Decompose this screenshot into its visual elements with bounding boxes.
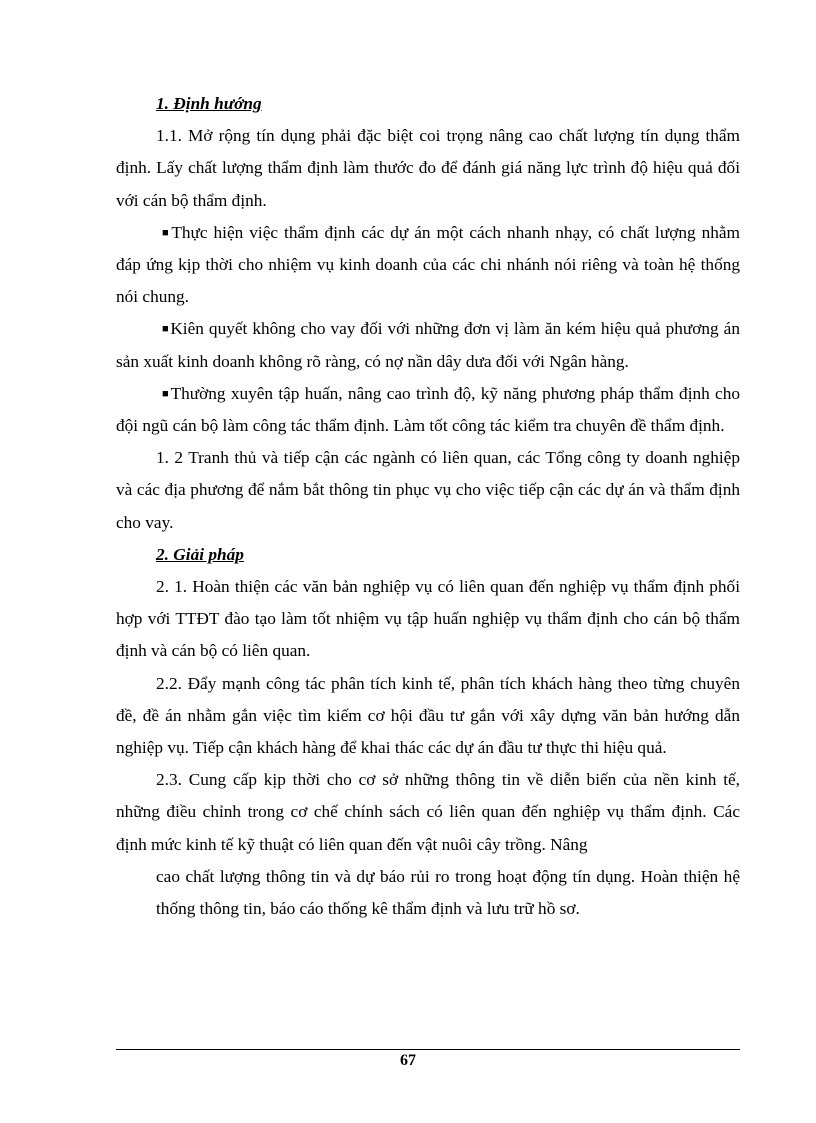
page-number: 67: [400, 1052, 416, 1069]
section-heading-solutions: 2. Giải pháp: [156, 544, 244, 564]
bullet-square-icon: ■: [162, 387, 170, 400]
bullet-paragraph: [116, 217, 740, 314]
page-body: [116, 88, 740, 925]
bullet-paragraph: [116, 378, 740, 442]
paragraph-2-3: 2.3. Cung cấp kịp thời cho cơ sở những thông tin về diễn biến của nền kinh tế, những điều chỉnh trong cơ chế chính sách có liên quan đến nghiệp vụ thẩm định. Các định mức kinh tế kỹ thuật có liên quan đến vật nuôi cây trồng. Nâng: [116, 770, 740, 854]
bullet-square-icon: ■: [162, 226, 171, 239]
paragraph-2-2: 2.2. Đẩy mạnh công tác phân tích kinh tế, phân tích khách hàng theo từng chuyên đề, đề án nhằm gắn việc tìm kiếm cơ hội đầu tư gắn với xây dựng văn bản hướng dẫn nghiệp vụ. Tiếp cận khách hàng để khai thác các dự án đầu tư thực thi hiệu quả.: [116, 673, 740, 758]
bullet-text: Thực hiện việc thẩm định các dự án một cách nhanh nhạy, có chất lượng nhằm đáp ứng kịp thời cho nhiệm vụ kinh doanh của các chi nhánh nói riêng và toàn hệ thống nói chung.: [116, 222, 740, 307]
footer-divider: [116, 1049, 740, 1050]
paragraph-1-1: 1.1. Mở rộng tín dụng phải đặc biệt coi trọng nâng cao chất lượng tín dụng thẩm định. Lấy chất lượng thẩm định làm thước đo để đánh giá năng lực trình độ hiệu quả đối với cán bộ thẩm định.: [116, 126, 740, 210]
paragraph-2-1: 2. 1. Hoàn thiện các văn bản nghiệp vụ có liên quan đến nghiệp vụ thẩm định phối hợp với TTĐT đào tạo làm tốt nhiệm vụ tập huấn nghiệp vụ thẩm định cho cán bộ thẩm định và cán bộ có liên quan.: [116, 577, 740, 661]
section-heading-orientation: 1. Định hướng: [156, 94, 262, 113]
bullet-square-icon: ■: [162, 323, 170, 336]
paragraph-1-2: 1. 2 Tranh thủ và tiếp cận các ngành có liên quan, các Tổng công ty doanh nghiệp và các địa phương để nắm bắt thông tin phục vụ cho việc tiếp cận các dự án và thẩm định cho vay.: [116, 448, 740, 532]
paragraph-2-3-continued: cao chất lượng thông tin và dự báo rủi ro trong hoạt động tín dụng. Hoàn thiện hệ thống thông tin, báo cáo thống kê thẩm định và lưu trữ hồ sơ.: [156, 866, 740, 919]
bullet-text: Thường xuyên tập huấn, nâng cao trình độ, kỹ năng phương pháp thẩm định cho đội ngũ cán bộ làm công tác thẩm định. Làm tốt công tác kiểm tra chuyên đề thẩm định.: [116, 383, 740, 436]
bullet-paragraph: [116, 313, 740, 377]
bullet-text: Kiên quyết không cho vay đối với những đơn vị làm ăn kém hiệu quả phương án sản xuất kinh doanh không rõ ràng, có nợ nần dây dưa đối với Ngân hàng.: [116, 319, 740, 371]
